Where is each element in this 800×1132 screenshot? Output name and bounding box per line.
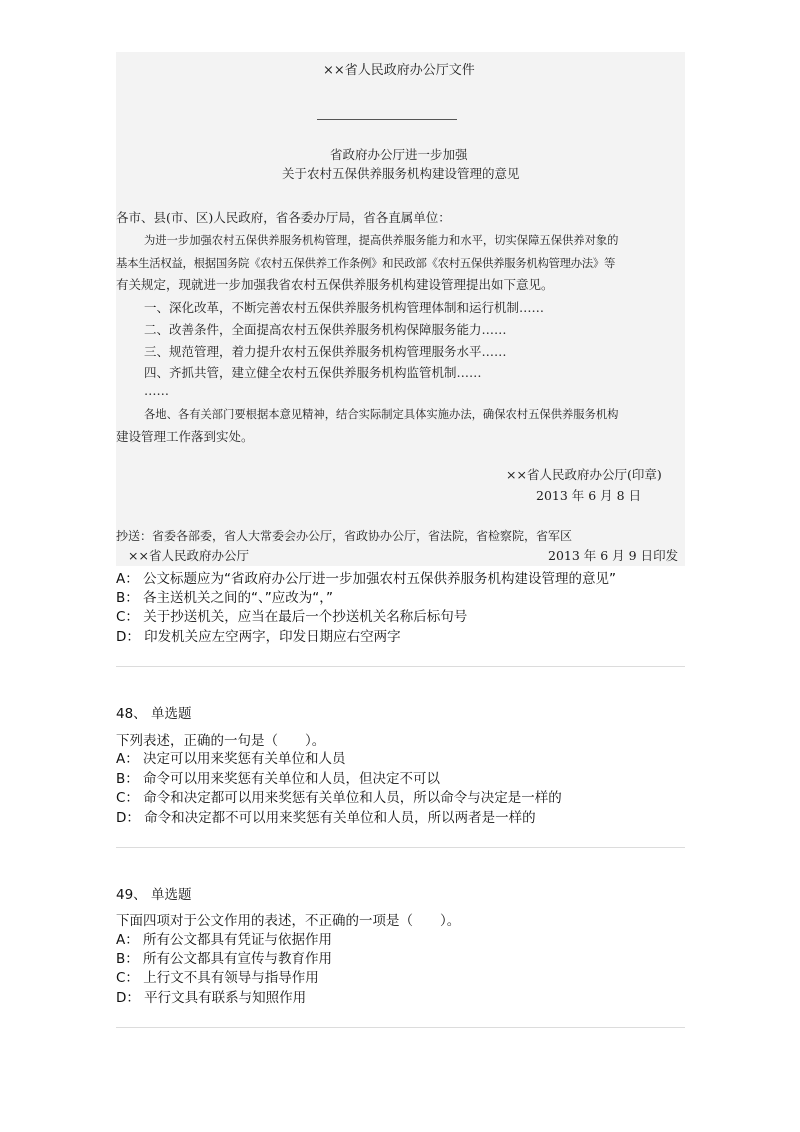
q48-option-b: B： 命令可以用来奖惩有关单位和人员，但决定不可以: [116, 771, 441, 787]
body-line: 建设管理工作落到实处。: [116, 429, 254, 444]
divider: [116, 1027, 685, 1028]
q47-option-d: D： 印发机关应左空两字，印发日期应右空两字: [116, 629, 401, 645]
q48-number: 48、 单选题: [116, 706, 192, 722]
body-line: 四、齐抓共管，建立健全农村五保供养服务机构监管机制……: [144, 365, 482, 380]
body-line: 二、改善条件，全面提高农村五保供养服务机构保障服务能力……: [144, 322, 507, 337]
divider: [116, 666, 685, 667]
q49-option-d: D： 平行文具有联系与知照作用: [116, 990, 307, 1006]
document-title-line2: 关于农村五保供养服务机构建设管理的意见: [282, 166, 520, 181]
q49-stem: 下面四项对于公文作用的表述，不正确的一项是（ ）。: [116, 913, 461, 929]
document-addressee: 各市、县(市、区)人民政府，省各委办厅局，省各直属单位：: [116, 210, 451, 225]
divider: [116, 847, 685, 848]
body-line: 一、深化改革，不断完善农村五保供养服务机构管理体制和运行机制……: [144, 300, 545, 315]
q48-option-a: A： 决定可以用来奖惩有关单位和人员: [116, 751, 346, 767]
q49-option-a: A： 所有公文都具有凭证与依据作用: [116, 932, 333, 948]
q49-option-c: C： 上行文不具有领导与指导作用: [116, 970, 319, 986]
document-header: ××省人民政府办公厅文件: [323, 63, 475, 78]
q48-stem: 下列表述，正确的一句是（ ）。: [116, 733, 326, 749]
signature: ××省人民政府办公厅(印章): [506, 467, 662, 482]
document-scan-image: [116, 52, 685, 566]
body-line: 基本生活权益，根据国务院《农村五保供养工作条例》和民政部《农村五保供养服务机构管理办法》等: [116, 256, 616, 270]
q47-option-a: A： 公文标题应为“省政府办公厅进一步加强农村五保供养服务机构建设管理的意见”: [116, 571, 617, 587]
document-title-line1: 省政府办公厅进一步加强: [330, 147, 468, 162]
q49-option-b: B： 所有公文都具有宣传与教育作用: [116, 951, 333, 967]
issue-date: 2013 年 6 月 9 日印发: [548, 548, 679, 563]
body-line: 三、规范管理，着力提升农村五保供养服务机构管理服务水平……: [144, 344, 507, 359]
issuer: ××省人民政府办公厅: [128, 548, 249, 563]
header-rule: [317, 119, 457, 120]
cc-line: 抄送：省委各部委，省人大常委会办公厅，省政协办公厅，省法院，省检察院，省军区: [116, 529, 573, 543]
q47-option-c: C： 关于抄送机关，应当在最后一个抄送机关名称后标句号: [116, 609, 468, 625]
body-line: 为进一步加强农村五保供养服务机构管理，提高供养服务能力和水平，切实保障五保供养对象的: [144, 234, 619, 247]
sign-date: 2013 年 6 月 8 日: [536, 488, 642, 503]
q48-option-c: C： 命令和决定都可以用来奖惩有关单位和人员，所以命令与决定是一样的: [116, 790, 562, 806]
body-line: 有关规定，现就进一步加强我省农村五保供养服务机构建设管理提出如下意见。: [116, 277, 554, 292]
q47-option-b: B： 各主送机关之间的“、”应改为“，”: [116, 590, 334, 606]
body-line: 各地、各有关部门要根据本意见精神，结合实际制定具体实施办法，确保农村五保供养服务机构: [144, 408, 619, 421]
body-line: ……: [144, 383, 169, 398]
q49-number: 49、 单选题: [116, 887, 192, 903]
q48-option-d: D： 命令和决定都不可以用来奖惩有关单位和人员，所以两者是一样的: [116, 810, 536, 826]
